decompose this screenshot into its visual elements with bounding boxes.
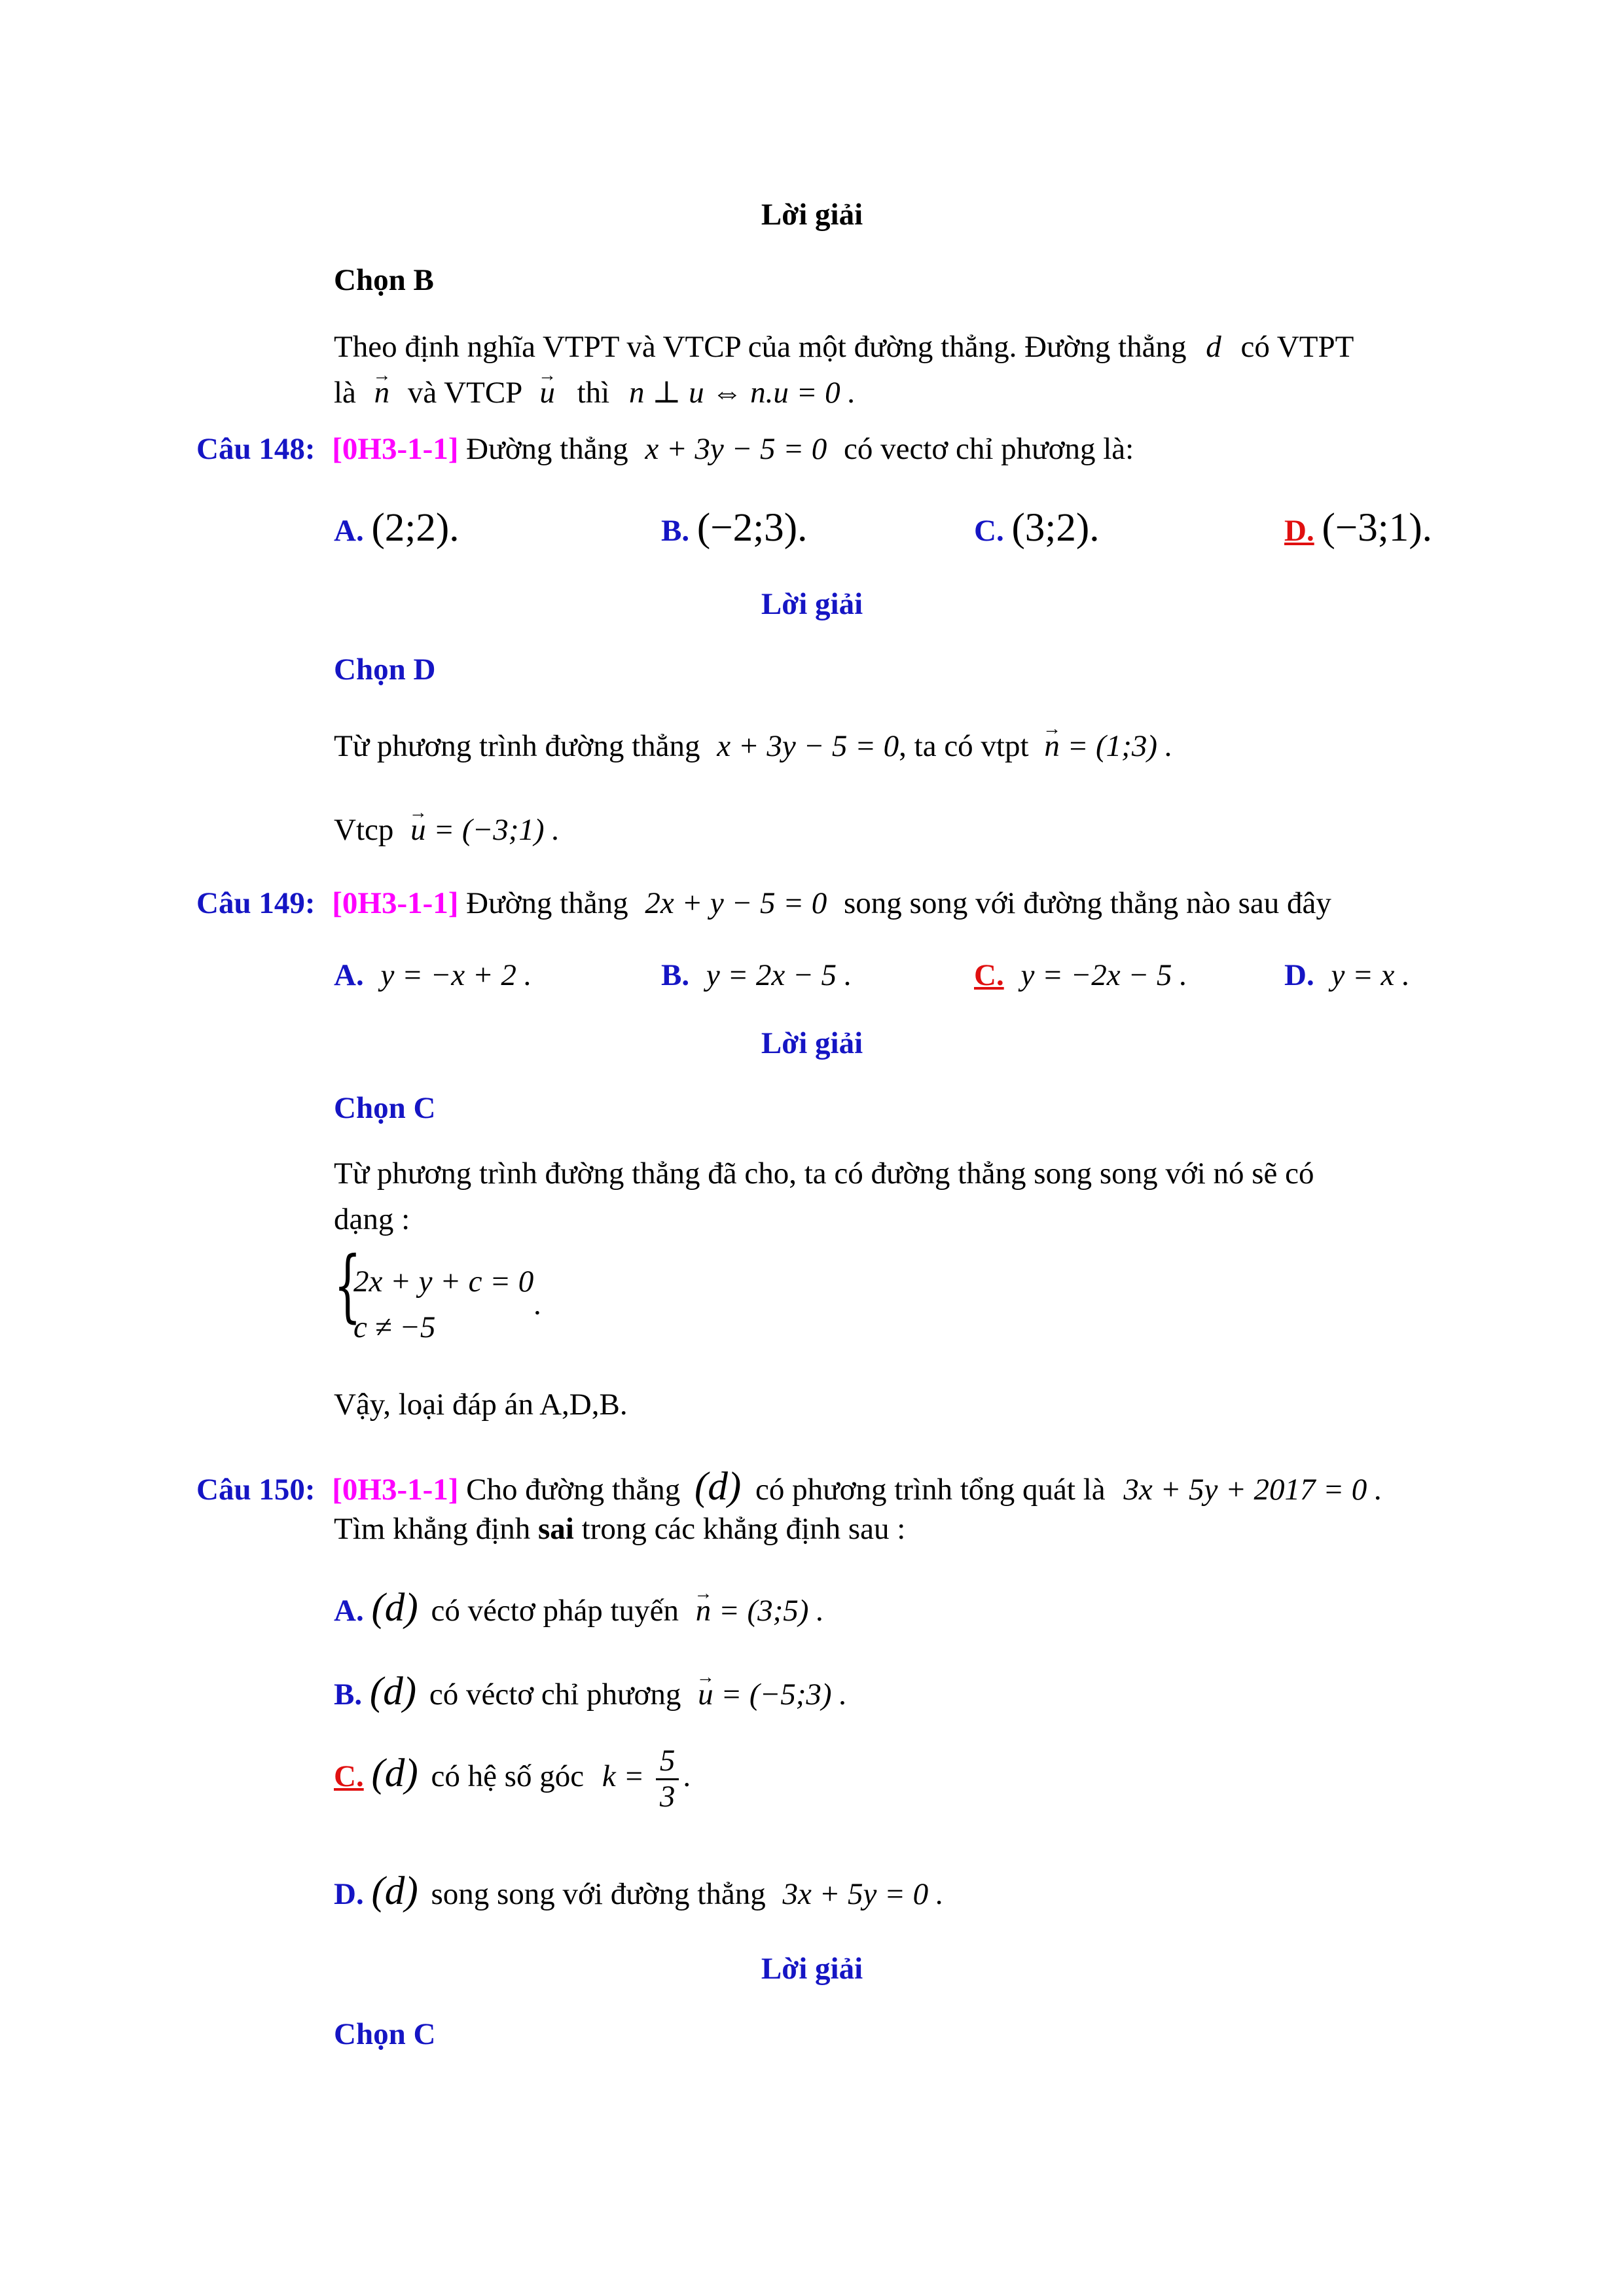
fraction-five-thirds xyxy=(656,1744,679,1814)
solution-heading-147: Lời giải xyxy=(761,198,863,232)
solution-heading-150: Lời giải xyxy=(761,1952,863,1986)
solution-148-line-2: Vtcp → u = (−3;1) . xyxy=(334,812,560,848)
option-148-a[interactable]: A. (2;2). xyxy=(334,506,460,550)
option-148-d-correct[interactable]: D. (−3;1). xyxy=(1284,506,1432,550)
option-149-d[interactable]: D. y = x . xyxy=(1284,958,1410,992)
solution-heading-149: Lời giải xyxy=(761,1026,863,1060)
question-150: Câu 150: [0H3-1-1] Cho đường thẳng (d) có phương trình tổng quát là 3x + 5y + 2017 = 0 . xyxy=(196,1465,1382,1509)
choose-answer-147: Chọn B xyxy=(334,263,434,297)
solution-148-line-1: Từ phương trình đường thẳng x + 3y − 5 = 0, ta có vtpt → n = (1;3) . xyxy=(334,728,1172,764)
left-brace-icon: { xyxy=(334,1240,361,1331)
explain-line-1: Theo định nghĩa VTPT và VTCP của một đường thẳng. Đường thẳng d có VTPT xyxy=(334,330,1354,364)
option-148-b[interactable]: B. (−2;3). xyxy=(661,506,808,550)
option-150-a[interactable]: A. (d) có véctơ pháp tuyến → n = (3;5) . xyxy=(334,1584,824,1632)
option-148-c[interactable]: C. (3;2). xyxy=(974,506,1100,550)
system-end: . xyxy=(533,1287,541,1321)
solution-149-line-1: Từ phương trình đường thẳng đã cho, ta có đường thẳng song song với nó sẽ có xyxy=(334,1157,1314,1191)
equation-system xyxy=(334,1240,596,1365)
option-149-b[interactable]: B. y = 2x − 5 . xyxy=(661,958,852,992)
question-149: Câu 149: [0H3-1-1] Đường thẳng 2x + y − 5 = 0 song song với đường thẳng nào sau đây xyxy=(196,886,1331,920)
system-line-2: c ≠ −5 xyxy=(353,1310,436,1344)
option-150-b[interactable]: B. (d) có véctơ chỉ phương → u = (−5;3) . xyxy=(334,1668,847,1715)
question-150-line-2: Tìm khẳng định sai trong các khẳng định sau : xyxy=(334,1512,906,1546)
solution-heading-148: Lời giải xyxy=(761,587,863,621)
fraction-denominator: 3 xyxy=(659,1779,676,1814)
solution-149-conclusion: Vậy, loại đáp án A,D,B. xyxy=(334,1388,628,1422)
option-150-c-correct[interactable]: C. (d) có hệ số góc k = $\frac{5}{3}$ . xyxy=(334,1744,691,1814)
option-150-d[interactable]: D. (d) song song với đường thẳng 3x + 5y = 0 . xyxy=(334,1869,944,1913)
question-148: Câu 148: [0H3-1-1] Đường thẳng x + 3y − 5 = 0 có vectơ chỉ phương là: xyxy=(196,432,1134,466)
explain-line-2: là → n và VTCP → u thì n ⊥ u ⇔ n.u = 0 . xyxy=(334,374,856,411)
choose-answer-149: Chọn C xyxy=(334,1091,436,1125)
fraction-numerator: 5 xyxy=(656,1744,679,1780)
choose-answer-150: Chọn C xyxy=(334,2017,436,2051)
option-149-a[interactable]: A. y = −x + 2 . xyxy=(334,958,532,992)
solution-149-line-2: dạng : xyxy=(334,1202,410,1236)
option-149-c-correct[interactable]: C. y = −2x − 5 . xyxy=(974,958,1187,992)
choose-answer-148: Chọn D xyxy=(334,653,436,687)
system-line-1: 2x + y + c = 0 xyxy=(353,1265,534,1299)
